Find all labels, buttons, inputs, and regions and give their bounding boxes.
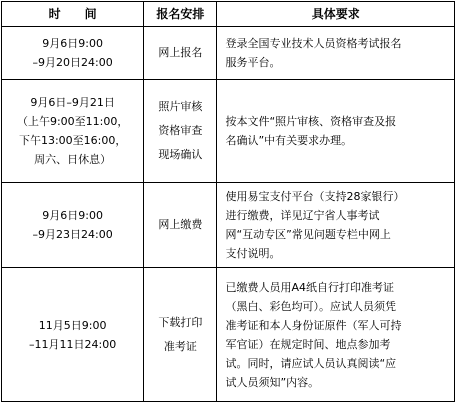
requirement-line: 名确认”中有关要求办理。: [225, 133, 353, 147]
header-arrangement: 报名安排: [144, 2, 217, 27]
arrangement-line: 现场确认: [158, 147, 203, 161]
time-line: 9月6日9:00: [42, 36, 103, 50]
time-cell: [2, 268, 144, 402]
time-line: 周六、日休息）: [34, 152, 112, 166]
arrangement-line: 下载打印: [158, 315, 203, 329]
requirement-line: 支付说明。: [225, 247, 281, 261]
table-row: [2, 183, 455, 268]
requirement-cell: [217, 183, 455, 268]
arrangement-cell: [144, 27, 217, 80]
time-cell: [2, 183, 144, 268]
requirement-line: 试人员须知”内容。: [225, 375, 320, 389]
arrangement-cell: [144, 268, 217, 402]
time-line: 9月6日–9月21日: [30, 95, 115, 109]
table-row: [2, 268, 455, 402]
requirement-line: 已缴费人员用A4纸自行打印准考证: [225, 280, 394, 294]
time-line: 11月5日9:00: [38, 318, 107, 332]
requirement-line: 网“互动专区”常见问题专栏中网上: [225, 228, 391, 242]
time-cell: [2, 79, 144, 182]
arrangement-line: 资格审查: [158, 123, 203, 137]
registration-schedule-table: [1, 1, 455, 402]
requirement-line: 军官证）在规定时间、地点参加考: [225, 337, 391, 351]
requirement-cell: [217, 79, 455, 182]
requirement-line: 服务平台。: [225, 55, 281, 69]
requirement-line: 试。同时，请应试人员认真阅读“应: [225, 356, 397, 370]
arrangement-cell: [144, 79, 217, 182]
arrangement-line: 网上缴费: [158, 218, 203, 232]
time-line: （上午9:00至11:00，: [16, 114, 129, 128]
time-line: –11月11日24:00: [29, 337, 117, 351]
requirement-cell: [217, 268, 455, 402]
requirement-line: （黑白、彩色均可）。应试人员须凭: [225, 299, 396, 313]
requirement-line: 登录全国专业技术人员资格考试报名: [225, 36, 402, 50]
time-line: 9月6日9:00: [42, 209, 103, 223]
arrangement-line: 照片审核: [158, 99, 203, 113]
time-line: 下午13:00至16:00，: [18, 133, 127, 147]
table-header-row: [2, 2, 455, 27]
table-row: [2, 79, 455, 182]
requirement-line: 进行缴费，详见辽宁省人事考试: [225, 209, 380, 223]
requirement-line: 使用易宝支付平台（支持28家银行）: [225, 190, 405, 204]
header-requirements: 具体要求: [217, 2, 455, 27]
header-time: 时 间: [2, 2, 144, 27]
time-line: –9月20日24:00: [32, 55, 113, 69]
arrangement-line: 网上报名: [158, 45, 203, 59]
requirement-line: 准考证和本人身份证原件（军人可持: [225, 318, 402, 332]
requirement-cell: [217, 27, 455, 80]
arrangement-cell: [144, 183, 217, 268]
time-cell: [2, 27, 144, 80]
time-line: –9月23日24:00: [32, 228, 113, 242]
table-row: [2, 27, 455, 80]
requirement-line: 按本文件“照片审核、资格审查及报: [225, 114, 397, 128]
arrangement-line: 准考证: [163, 339, 197, 353]
